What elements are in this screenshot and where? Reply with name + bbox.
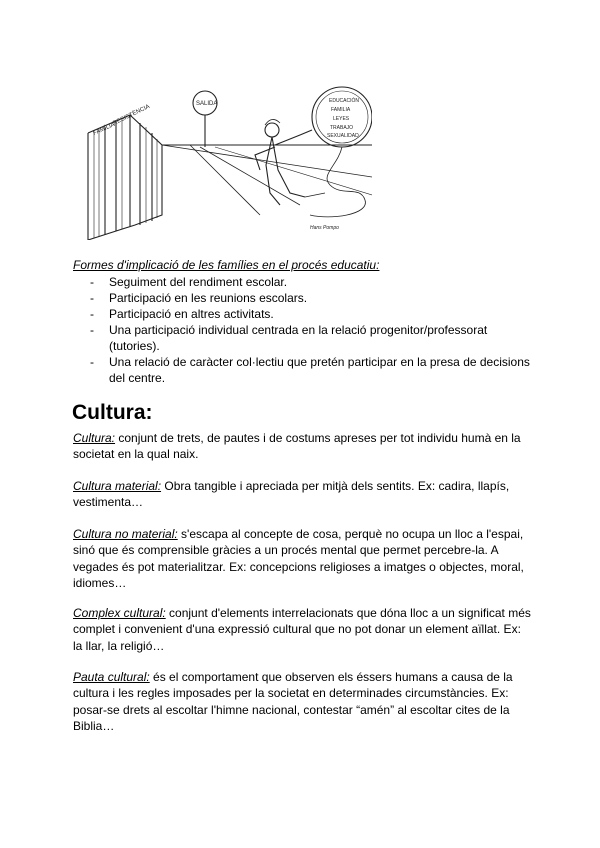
- ball-text-4: TRABAJO: [330, 125, 354, 131]
- term: Cultura no material:: [73, 527, 178, 541]
- definition-culture: [73, 430, 533, 463]
- cartoon-illustration: [80, 75, 372, 240]
- definition-material-culture: [73, 478, 533, 511]
- culture-heading: Cultura:: [72, 401, 153, 424]
- list-item: - Participació en les reunions escolars.: [90, 291, 308, 305]
- signature: Hans Pompo: [310, 225, 339, 231]
- list-item: - Participació en altres activitats.: [90, 307, 274, 321]
- ball-text-3: LEYES: [333, 116, 350, 122]
- list-item: - Una participació individual centrada en la relació progenitor/professorat (tutories).: [90, 323, 488, 353]
- term: Pauta cultural:: [73, 670, 150, 684]
- sign-label: SALIDA: [196, 101, 218, 107]
- ball-text-2: FAMILIA: [331, 107, 351, 113]
- definition-text: conjunt de trets, de pautes i de costums apreses per tot individu humà en la societat en la qual naix.: [73, 431, 521, 462]
- wall-label-resistance: RESISTÈNCIA: [112, 103, 151, 127]
- definition-text: Obra tangible i apreciada per mitjà dels sentits. Ex: cadira, llapís, vestimenta…: [73, 479, 510, 510]
- definition-text: és el comportament que observen els éssers humans a causa de la cultura i les regles imposades per la societat en determinades circumstàncies. Ex: posar-se drets al escoltar l'himne nacional, contestar “amén” al escoltar cites de la Biblia…: [73, 670, 513, 734]
- term: Complex cultural:: [73, 606, 166, 620]
- involvement-list: [90, 274, 530, 386]
- definition-text: conjunt d'elements interrelacionats que dóna lloc a un significat més complet i convenient d'una expressió cultural que no pot donar un element aïllat. Ex: la llar, la religió…: [73, 606, 531, 653]
- definition-nonmaterial-culture: [73, 526, 533, 592]
- involvement-title: Formes d'implicació de les famílies en el procés educatiu:: [73, 258, 380, 272]
- ball-text-5: SEXUALIDAD: [327, 133, 359, 139]
- term: Cultura:: [73, 431, 116, 445]
- definition-text: s'escapa al concepte de cosa, perquè no ocupa un lloc a l'espai, sinó que és comprensible gràcies a un procés mental que permet percebre-la. A vegades és pot materialitzar. Ex: concepcions religioses a imatges o objectes, moral, idiomes…: [73, 527, 524, 591]
- wall-label-family: FAMÍLIA: [92, 121, 116, 137]
- cartoon-drawing: [80, 75, 372, 240]
- term: Cultura material:: [73, 479, 162, 493]
- definition-cultural-pattern: [73, 669, 533, 735]
- list-item: - Seguiment del rendiment escolar.: [90, 275, 288, 289]
- ball-text-1: EDUCACIÓN: [329, 98, 360, 104]
- list-item: - Una relació de caràcter col·lectiu que pretén participar en la presa de decisions del centre.: [90, 355, 530, 385]
- definition-cultural-complex: [73, 605, 533, 654]
